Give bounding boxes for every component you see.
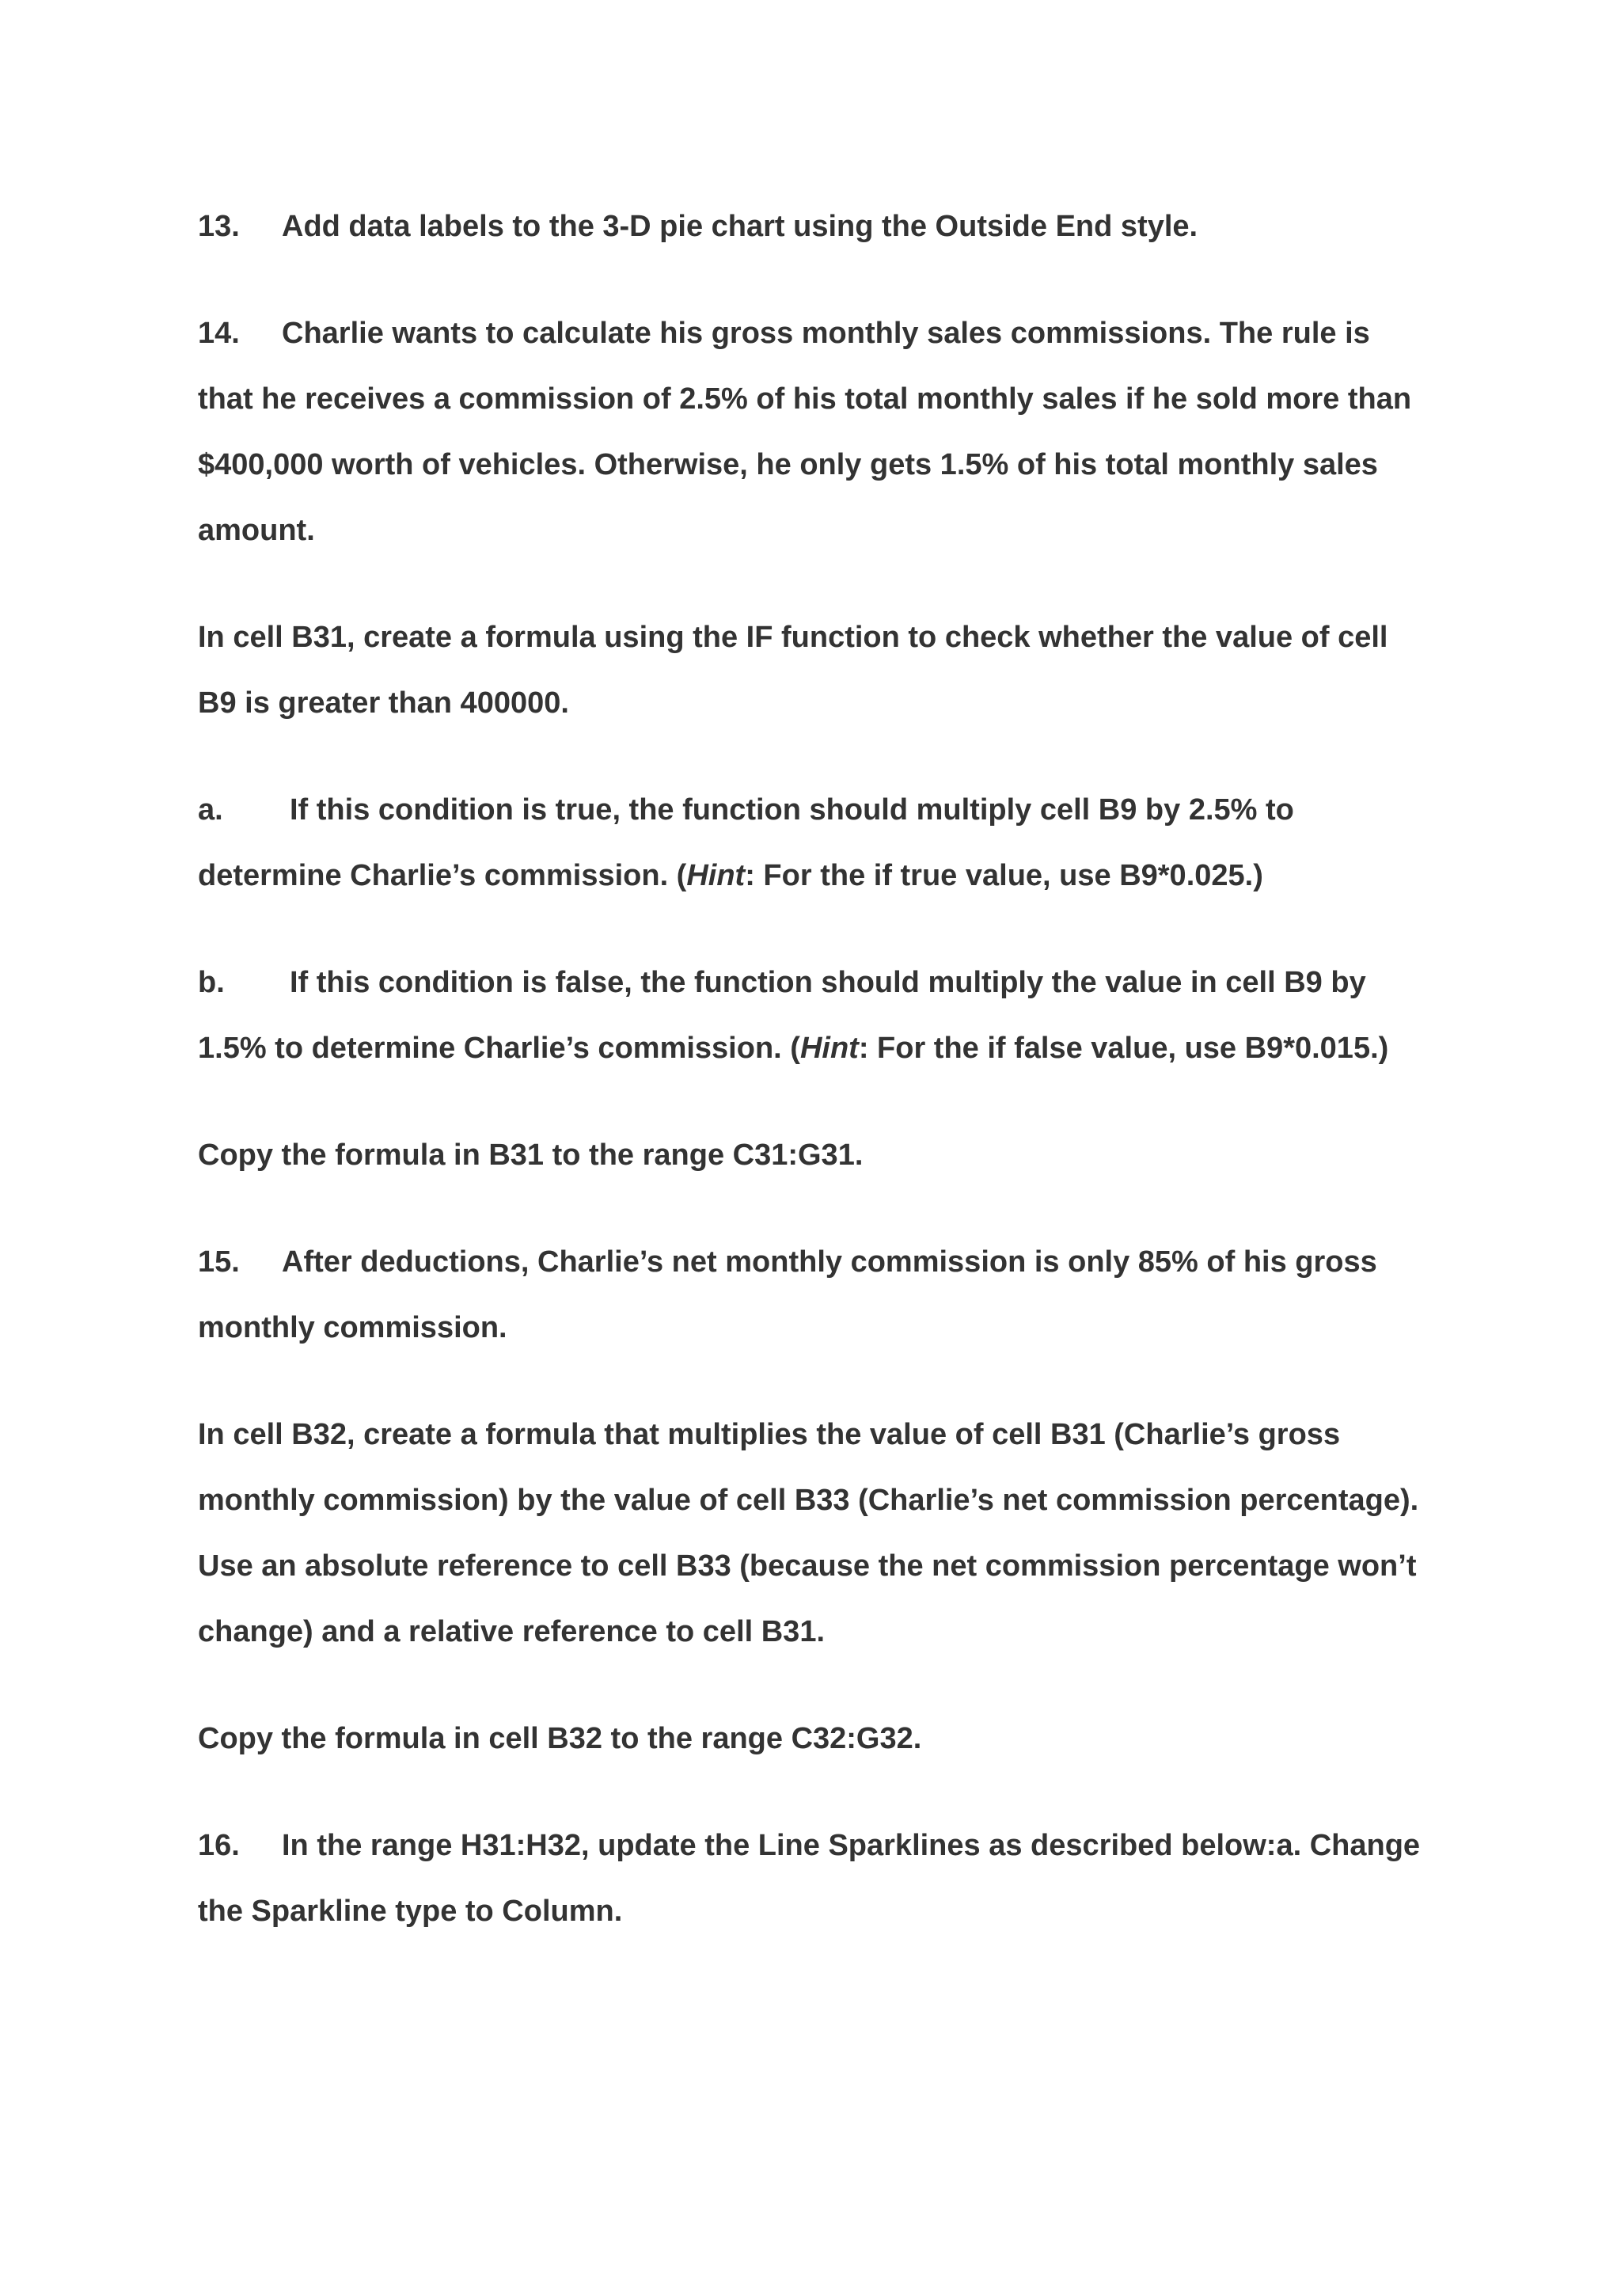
- item-14: [198, 301, 1433, 564]
- document-body: [198, 194, 1433, 1986]
- item-text: Charlie wants to calculate his gross monthly sales commissions. The rule is that he receives a commission of 2.5% of his total monthly sales if he sold more than $400,000 worth of vehicles. Otherwise, he only gets 1.5% of his total monthly sales amount.: [198, 317, 1412, 547]
- item-text: After deductions, Charlie’s net monthly commission is only 85% of his gross monthly commission.: [198, 1245, 1377, 1344]
- hint-word: Hint: [686, 859, 746, 892]
- sub-letter: a.: [198, 793, 223, 827]
- item-15: [198, 1230, 1433, 1361]
- item-14-sub-b: [198, 950, 1433, 1081]
- hint-word: Hint: [799, 1032, 859, 1065]
- sub-text: If this condition is true, the function should multiply cell B9 by 2.5% to determine Charlie’s commission. (: [198, 793, 1294, 892]
- item-13: [198, 194, 1433, 260]
- item-number: 15.: [198, 1245, 240, 1279]
- item-15-instruction: In cell B32, create a formula that multiplies the value of cell B31 (Charlie’s gross monthly commission) by the value of cell B33 (Charlie’s net commission percentage). Use an absolute reference to cell B33 (because the net commission percentage won’t change) and a relative reference to cell B31.: [198, 1418, 1419, 1648]
- sub-letter: b.: [198, 966, 225, 999]
- item-15-copy-instruction: Copy the formula in cell B32 to the range C32:G32.: [198, 1722, 922, 1755]
- item-16: [198, 1813, 1433, 1944]
- item-text: In the range H31:H32, update the Line Sparklines as described below:a. Change the Sparkline type to Column.: [198, 1829, 1421, 1928]
- item-number: 16.: [198, 1829, 240, 1862]
- sub-text-after: : For the if false value, use B9*0.015.): [858, 1032, 1389, 1065]
- item-text: Add data labels to the 3-D pie chart using the Outside End style.: [282, 210, 1198, 243]
- item-14-sub-a: [198, 777, 1433, 909]
- item-14-copy-instruction: Copy the formula in B31 to the range C31:G31.: [198, 1138, 864, 1172]
- item-14-instruction: In cell B31, create a formula using the IF function to check whether the value of cell B9 is greater than 400000.: [198, 621, 1388, 720]
- item-number: 13.: [198, 210, 240, 243]
- sub-text: If this condition is false, the function should multiply the value in cell B9 by 1.5% to determine Charlie’s commission. (: [198, 966, 1366, 1065]
- sub-text-after: : For the if true value, use B9*0.025.): [745, 859, 1263, 892]
- item-number: 14.: [198, 317, 240, 350]
